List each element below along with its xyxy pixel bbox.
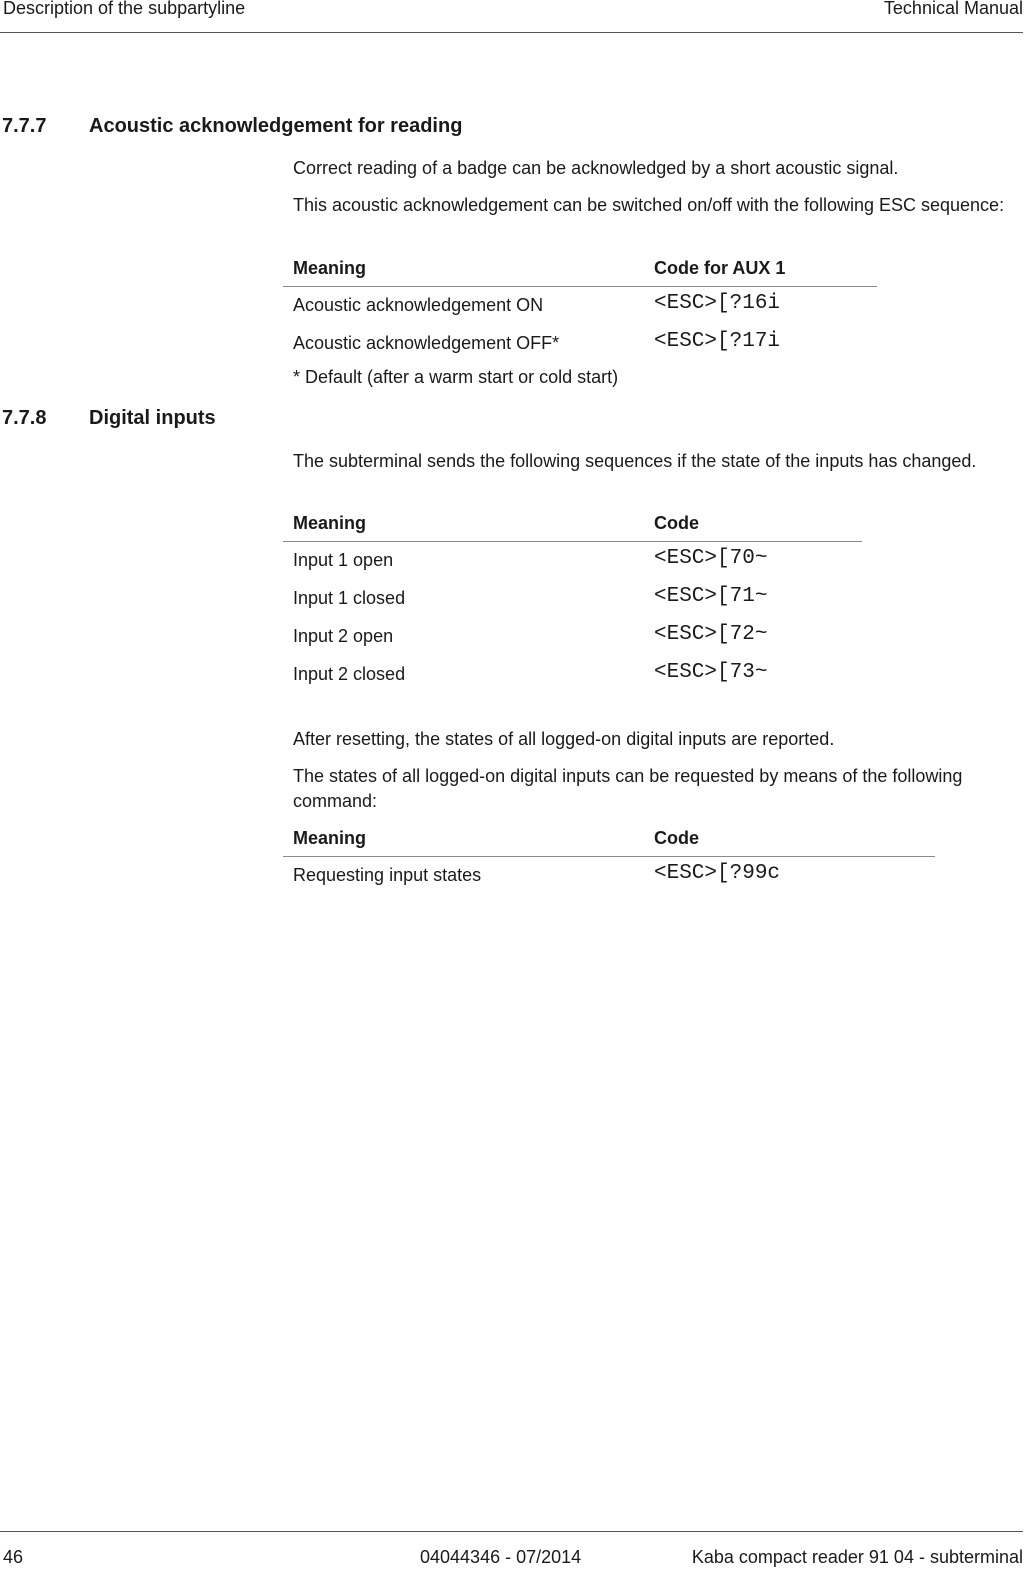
row-meaning: Input 1 closed bbox=[293, 588, 406, 608]
row-meaning: Input 2 open bbox=[293, 626, 394, 646]
paragraph: The subterminal sends the following sequences if the state of the inputs has changed. bbox=[293, 451, 977, 471]
page-number: 46 bbox=[3, 1547, 24, 1567]
table-row bbox=[283, 618, 862, 656]
row-meaning: Requesting input states bbox=[293, 865, 482, 885]
row-meaning: Input 2 closed bbox=[293, 664, 406, 684]
table-row bbox=[283, 580, 862, 618]
document-number: 04044346 - 07/2014 bbox=[420, 1547, 582, 1567]
row-meaning: Acoustic acknowledgement ON bbox=[293, 295, 544, 315]
paragraph: Correct reading of a badge can be acknowledged by a short acoustic signal. bbox=[293, 158, 899, 178]
row-code: <ESC>[?17i bbox=[654, 330, 781, 353]
row-code: <ESC>[71~ bbox=[654, 585, 768, 608]
running-header-left: Description of the subpartyline bbox=[3, 0, 246, 18]
row-code: <ESC>[73~ bbox=[654, 661, 768, 684]
section-title: Digital inputs bbox=[89, 407, 216, 429]
table-row bbox=[283, 287, 877, 325]
table-row bbox=[283, 325, 877, 363]
section-number: 7.7.7 bbox=[2, 115, 47, 137]
product-name: Kaba compact reader 91 04 - subterminal bbox=[691, 1547, 1023, 1567]
section-title: Acoustic acknowledgement for reading bbox=[89, 115, 463, 137]
row-code: <ESC>[?99c bbox=[654, 862, 781, 885]
column-header-code: Code for AUX 1 bbox=[654, 258, 786, 278]
code-table bbox=[283, 507, 862, 694]
column-header-meaning: Meaning bbox=[293, 513, 367, 533]
table-row bbox=[283, 656, 862, 694]
paragraph: This acoustic acknowledgement can be switched on/off with the following ESC sequence: bbox=[293, 195, 1005, 215]
row-meaning: Acoustic acknowledgement OFF* bbox=[293, 333, 560, 353]
running-header-right: Technical Manual bbox=[883, 0, 1023, 18]
column-header-code: Code bbox=[654, 828, 699, 848]
row-meaning: Input 1 open bbox=[293, 550, 394, 570]
table-row bbox=[283, 857, 935, 895]
table-header bbox=[283, 507, 862, 542]
row-code: <ESC>[72~ bbox=[654, 623, 768, 646]
column-header-code: Code bbox=[654, 513, 699, 533]
column-header-meaning: Meaning bbox=[293, 828, 367, 848]
code-table bbox=[283, 252, 877, 363]
table-header bbox=[283, 252, 877, 287]
paragraph: The states of all logged-on digital inputs can be requested by means of the following command: bbox=[293, 766, 963, 811]
paragraph: After resetting, the states of all logged-on digital inputs are reported. bbox=[293, 729, 835, 749]
column-header-meaning: Meaning bbox=[293, 258, 367, 278]
footer-rule bbox=[0, 1531, 1023, 1532]
row-code: <ESC>[?16i bbox=[654, 292, 781, 315]
table-header bbox=[283, 822, 935, 857]
code-table bbox=[283, 822, 935, 895]
header-rule bbox=[0, 32, 1023, 33]
row-code: <ESC>[70~ bbox=[654, 547, 768, 570]
table-footnote: * Default (after a warm start or cold start) bbox=[293, 367, 619, 387]
section-number: 7.7.8 bbox=[2, 407, 47, 429]
table-row bbox=[283, 542, 862, 580]
